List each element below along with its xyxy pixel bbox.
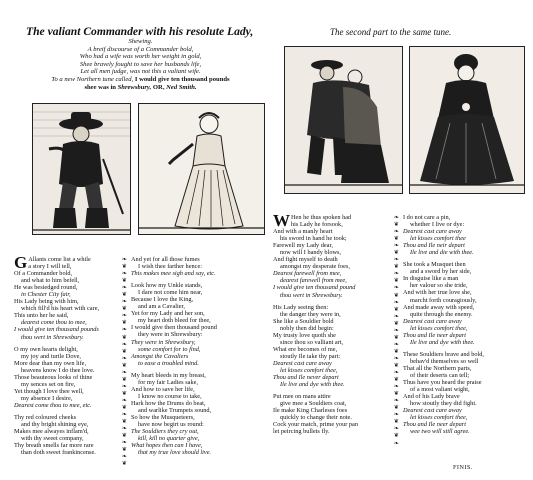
verse-line: Thou and Ile neir depart <box>403 242 465 250</box>
verse-line: That all the Northern parts, <box>403 364 472 372</box>
verse-line: to ease a troubled mind. <box>138 359 199 367</box>
ornament-glyph: ❧ <box>121 368 128 376</box>
verse-line: She took a Musquet then <box>403 261 466 269</box>
verse-column-4 <box>403 214 484 435</box>
ornament-glyph: ❧ <box>121 256 128 263</box>
verse-line: And how to save her life, <box>131 385 195 393</box>
verse-line: I wish thee farther hence: <box>138 263 202 271</box>
verse-line: He was besiedged round, <box>14 284 78 292</box>
ornament-glyph: ❧ <box>121 396 128 404</box>
verse-line: and what to him befell, <box>21 277 80 285</box>
ornament-glyph: ❦ <box>393 333 400 341</box>
drop-cap: W <box>273 211 290 230</box>
verse-column-3 <box>273 211 358 436</box>
verse-line: Yet though I love thee well, <box>14 387 84 395</box>
verse-line: What hopes then can I have, <box>131 442 203 450</box>
woodcut-couple <box>284 46 403 194</box>
ornament-glyph: ❦ <box>393 432 400 440</box>
verse-line: quite through the enemy. <box>410 310 473 318</box>
verse-line: let kisses comfort thee, <box>280 366 338 374</box>
verse-line: I would give then thousand pound <box>131 324 217 332</box>
verse-line: My trusty love quoth she <box>273 331 336 339</box>
ornament-glyph: ❧ <box>393 312 400 320</box>
tune-part-a: shee was in <box>84 83 116 91</box>
ornament-glyph: ❦ <box>121 263 128 271</box>
tune-prefix: To a new Northern tune called, <box>51 75 134 83</box>
ornament-glyph: ❦ <box>121 389 128 397</box>
verse-line: and am a Cavalier, <box>138 303 185 311</box>
lady-figure <box>139 104 264 234</box>
woodcut-lady <box>138 103 265 235</box>
verse-line: And fight myself to death <box>273 256 338 264</box>
verse-line: Dearest cast care away <box>403 228 462 236</box>
ornament-glyph: ❦ <box>121 277 128 285</box>
verse-line: His Lady seeing then: <box>273 303 329 311</box>
verse-line: Thus have you heard the praise <box>403 379 482 387</box>
verse-line: with thy sweet company, <box>21 435 84 443</box>
verse-line: whether I live or dye: <box>410 221 465 229</box>
tune-part-b: Shrewsbury, <box>117 83 152 91</box>
verse-line: Ile live and die with thee. <box>410 249 474 257</box>
verse-line: Dearest cast care away <box>403 407 462 415</box>
verse-line: I would give ten thousand pound <box>273 284 356 292</box>
verse-line: let kisses comfort thee <box>410 235 466 243</box>
verse-line: give mee a Souldiers coat, <box>280 400 347 408</box>
ornament-glyph: ❧ <box>393 270 400 278</box>
verse-line: quickly to change their note. <box>280 414 352 422</box>
verse-line: my sences set on fire, <box>21 380 76 388</box>
verse-line: Thou and Ile neer depart <box>403 331 466 339</box>
ornament-glyph: ❦ <box>393 277 400 285</box>
verse-line: What ere becomes of me, <box>273 345 338 353</box>
tune-part-d: Ned Smith. <box>166 83 197 91</box>
woodcut-lady-dark-gown <box>409 46 525 194</box>
ornament-glyph: ❦ <box>393 221 400 229</box>
verse-line: Dearest cast care away <box>273 359 332 367</box>
drop-cap: G <box>14 253 28 272</box>
intro-line: Shee bravely fought to save her husbands life, <box>79 60 202 68</box>
ornament-glyph: ❧ <box>121 382 128 390</box>
finis-mark: FINIS. <box>453 464 473 471</box>
verse-line: Put mee on mans attire <box>273 393 331 401</box>
ornament-glyph: ❧ <box>393 242 400 250</box>
ornament-glyph: ❧ <box>393 326 400 334</box>
ornament-glyph: ❦ <box>393 291 400 299</box>
ornament-border <box>393 214 400 447</box>
verse-line: More dear than my own life, <box>14 359 87 367</box>
verse-line: Thy red coloured cheeks <box>14 413 77 421</box>
ornament-glyph: ❦ <box>121 446 128 454</box>
ornament-glyph: ❧ <box>121 425 128 433</box>
verse-line: And of his Lady brave <box>403 393 460 401</box>
intro-shewing: Shewing. <box>128 38 153 45</box>
woodcut-cavalier <box>32 103 131 235</box>
ornament-glyph: ❦ <box>393 305 400 313</box>
ornament-glyph: ❧ <box>393 411 400 419</box>
verse-line: O my own hearts delight, <box>14 345 78 353</box>
second-part-title: The second part to the same tune. <box>330 27 452 37</box>
ornament-glyph: ❧ <box>393 298 400 306</box>
ornament-glyph: ❦ <box>121 432 128 440</box>
ornament-glyph: ❦ <box>393 235 400 243</box>
verse-text: Allants come list a while <box>28 256 91 263</box>
tune-line <box>8 76 273 84</box>
ornament-glyph: ❦ <box>121 460 128 468</box>
ornament-glyph: ❦ <box>121 375 128 383</box>
verse-line: amongst my desperate foes, <box>280 263 350 271</box>
verse-line: These Souldiers brave and bold, <box>403 350 484 358</box>
verse-line: that my true love should live. <box>138 449 212 457</box>
verse-line: her valour so she tride, <box>410 282 468 290</box>
verse-line: My heart bleeds in my breast, <box>131 371 206 379</box>
verse-line: I dare not come him near, <box>138 289 203 297</box>
verse-line: In disguise like a man <box>403 275 459 283</box>
verse-line: And yet for all those fumes <box>131 256 200 263</box>
ornament-glyph: ❧ <box>121 453 128 461</box>
verse-line: Ile make King Charleses foes <box>273 407 348 415</box>
tune-name: I would give ten thousand pounds <box>134 75 230 83</box>
ornament-glyph: ❦ <box>121 291 128 299</box>
verse-line: for my fair Ladies sake, <box>138 378 198 386</box>
verse-line: the danger they were in, <box>280 310 341 318</box>
ornament-glyph: ❦ <box>121 418 128 426</box>
verse-line: my absence I desire, <box>21 394 73 402</box>
verse-line: dearest farewell from mee, <box>280 277 347 285</box>
verse-line: This makes mee sigh and say, etc. <box>131 270 216 278</box>
ornament-glyph: ❧ <box>393 228 400 236</box>
ornament-glyph: ❧ <box>121 411 128 419</box>
verse-line: behav'd themselves so well <box>410 357 479 365</box>
verse-line: Amongst the Cavaliers <box>131 352 189 360</box>
couple-figure <box>285 47 402 193</box>
ornament-glyph: ❦ <box>121 319 128 327</box>
verse-line: how stoutly they did fight. <box>410 400 477 408</box>
ornament-glyph: ❦ <box>121 361 128 369</box>
ornament-glyph: ❧ <box>121 439 128 447</box>
ornament-glyph: ❧ <box>121 326 128 334</box>
verse-line: Dearest come thou to mee, etc. <box>14 401 92 409</box>
ornament-glyph: ❧ <box>121 354 128 362</box>
verse-line: I do not care a pin, <box>403 214 451 221</box>
ornament-glyph: ❦ <box>393 347 400 355</box>
verse-line: than doth sweet frankincense. <box>21 449 96 457</box>
verse-line: Thou and Ile never depart <box>273 374 339 382</box>
ornament-glyph: ❦ <box>393 418 400 426</box>
verse-line: Dearest cast care away <box>403 317 462 325</box>
verse-line: Thou and Ile neer depart <box>403 421 466 429</box>
verse-line: Hark how the Drums do beat, <box>131 399 206 407</box>
verse-line: in Chester City fair, <box>21 291 71 299</box>
verse-line: thou wert in Shrewsbury. <box>280 291 343 299</box>
cavalier-figure <box>33 104 130 234</box>
ornament-glyph: ❧ <box>121 340 128 348</box>
verse-line: And with her true love she, <box>403 289 472 297</box>
ornament-border <box>121 256 128 467</box>
ornament-glyph: ❦ <box>121 333 128 341</box>
ornament-glyph: ❧ <box>393 340 400 348</box>
verse-line: some comfort for to find, <box>138 345 201 353</box>
verse-line: my heart doth bleed for thee, <box>138 317 211 325</box>
verse-line: now will I bandy blows, <box>280 249 342 257</box>
ornament-glyph: ❦ <box>121 305 128 313</box>
verse-line: a story I will tell, <box>28 263 72 271</box>
verse-line: and thy bright shining eye, <box>21 421 89 429</box>
verse-line: Because I love the King, <box>131 296 194 304</box>
ornament-glyph: ❦ <box>393 263 400 271</box>
verse-line: Yet for my Lady and her son, <box>131 310 205 318</box>
verse-line: his sword in hand he took; <box>280 235 347 243</box>
verse-line: heavens know I do thee love. <box>21 366 95 374</box>
verse-line: Of a Commander bold, <box>14 270 73 278</box>
verse-line: and a sword by her side, <box>410 268 472 276</box>
intro-line: Let all men judge, was not this a valiant wife. <box>80 68 201 76</box>
verse-line: The Souldiers they cry out, <box>131 428 199 436</box>
ornament-glyph: ❧ <box>393 284 400 292</box>
ornament-glyph: ❦ <box>393 404 400 412</box>
ballad-title: The valiant Commander with his resolute Lady, <box>26 25 254 38</box>
verse-line: his Lady he forsook, <box>291 221 343 229</box>
verse-line: I would give ten thousand pounds <box>14 326 99 334</box>
verse-line: of their deserts can tell; <box>410 371 470 379</box>
verse-line: of a most valiant wight, <box>410 386 470 394</box>
ornament-glyph: ❧ <box>393 256 400 264</box>
verse-line: have now begirt us round: <box>138 421 204 429</box>
verse-line: His Lady being with him, <box>14 298 79 306</box>
dark-gown-figure <box>410 47 524 193</box>
verse-text: Hen he thus spoken had <box>291 214 352 221</box>
verse-line: Look how my Unkle stands, <box>131 282 203 290</box>
verse-line: marcht forth couragiously, <box>410 296 477 304</box>
ornament-glyph: ❦ <box>393 319 400 327</box>
ornament-glyph: ❧ <box>393 439 400 447</box>
verse-line: Farewell my Lady dear, <box>273 242 333 250</box>
verse-line: Cock your match, prime your pan <box>273 421 358 429</box>
verse-line: let kisses comfort thee, <box>410 414 468 422</box>
verse-line: they were in Shrewsbury: <box>138 331 203 339</box>
ornament-glyph: ❧ <box>121 298 128 306</box>
ornament-glyph: ❧ <box>393 397 400 405</box>
ornament-glyph: ❧ <box>121 284 128 292</box>
verse-column-2 <box>131 256 217 456</box>
verse-line: This unto her he said, <box>14 312 69 320</box>
verse-line: Thy breath smells far more rare <box>14 442 94 450</box>
verse-line: nobly then did begin: <box>280 324 334 332</box>
verse-line: Those beauteous looks of thine <box>14 373 93 381</box>
ornament-glyph: ❦ <box>121 403 128 411</box>
intro-line: Who had a wife was worth her weight in gold, <box>79 53 202 61</box>
intro-line: A breif discourse of a Commander bold, <box>87 45 194 53</box>
ornament-glyph: ❧ <box>121 270 128 278</box>
ornament-glyph: ❧ <box>121 312 128 320</box>
verse-line: And made away with speed, <box>403 303 475 311</box>
verse-line: So how the Musqueteers, <box>131 413 195 421</box>
verse-line: stoutly Ile take thy part: <box>280 352 341 360</box>
verse-line: thou wert in Shrewsbury. <box>21 333 84 341</box>
ornament-glyph: ❦ <box>121 347 128 355</box>
verse-line: I know no course to take, <box>138 392 202 400</box>
verse-line: They were in Shrewsbury, <box>131 338 196 346</box>
verse-line: Dearest farewell from mee, <box>273 270 342 278</box>
verse-line: since thou so valliant art, <box>280 338 344 346</box>
verse-line: Ile live and dye with thee. <box>410 338 475 346</box>
ornament-glyph: ❦ <box>393 390 400 398</box>
ballad-intro <box>8 38 273 91</box>
verse-line: my joy and turtle Dove, <box>21 352 81 360</box>
verse-line: Ile live and dye with thee. <box>280 381 345 389</box>
verse-line: She like a Souldier bold <box>273 317 334 325</box>
ornament-glyph: ❧ <box>393 214 400 221</box>
ornament-glyph: ❧ <box>393 383 400 391</box>
verse-line: Makes mee alwayes inflam'd, <box>14 428 89 436</box>
ornament-glyph: ❦ <box>393 361 400 369</box>
ornament-glyph: ❧ <box>393 369 400 377</box>
ornament-glyph: ❦ <box>393 249 400 257</box>
verse-line: And with a manly heart <box>273 228 333 236</box>
verse-line: which fill'd his heart with care, <box>21 305 100 313</box>
ornament-glyph: ❧ <box>393 354 400 362</box>
ornament-glyph: ❧ <box>393 425 400 433</box>
ornament-glyph: ❦ <box>393 376 400 384</box>
verse-column-1 <box>14 253 100 457</box>
verse-line: and warlike Trumpets sound, <box>138 406 212 414</box>
verse-line: wee two will still agree. <box>410 428 470 436</box>
verse-line: let kisses comfort thee, <box>410 324 468 332</box>
tune-part-c: OR, <box>152 83 165 91</box>
verse-line: let peircing bullets fly. <box>273 428 330 436</box>
verse-line: dearest come thou to mee, <box>21 319 87 327</box>
verse-line: kill, kill no quarter give, <box>138 435 200 443</box>
tune-line-2 <box>8 84 273 92</box>
